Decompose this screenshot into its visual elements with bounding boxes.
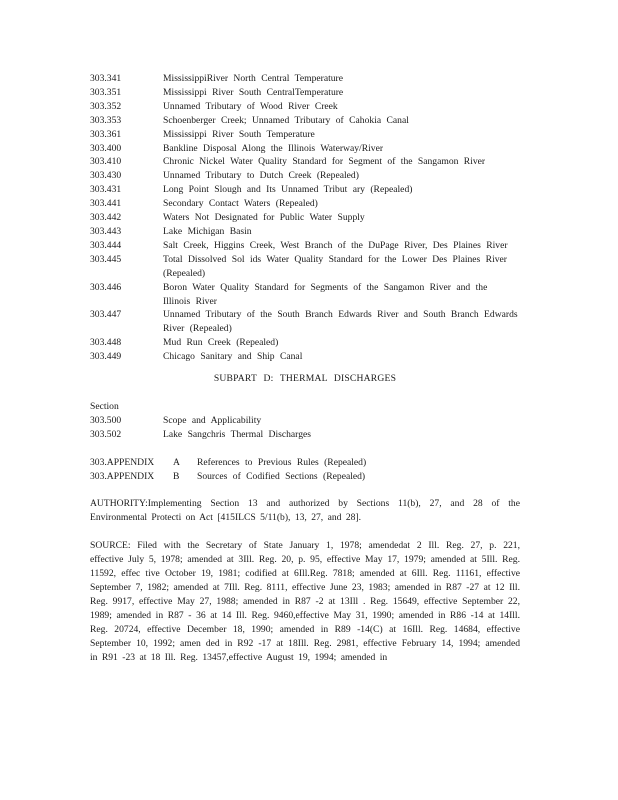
appendix-list (90, 456, 520, 484)
section-number: 303.351 (90, 86, 122, 98)
section-number: 303.353 (90, 114, 122, 126)
section-number: 303.502 (90, 428, 122, 440)
section-title: Lake Sangchris Thermal Discharges (163, 428, 311, 440)
section-title: Total Dissolved Sol ids Water Quality Standard for the Lower Des Plaines River (Repealed) (163, 253, 507, 279)
section-number: 303.352 (90, 100, 122, 112)
section-number: 303.431 (90, 184, 122, 196)
section-title: Lake Michigan Basin (163, 225, 252, 237)
appendix-label: 303.APPENDIX (90, 456, 155, 468)
appendix-letter: B (173, 470, 180, 482)
table-of-contents (90, 72, 520, 364)
section-number: 303.500 (90, 414, 122, 426)
section-number: 303.441 (90, 198, 122, 210)
section-title: Schoenberger Creek; Unnamed Tributary of Cahokia Canal (163, 114, 409, 126)
section-title: Secondary Contact Waters (Repealed) (163, 198, 318, 210)
authority-paragraph: AUTHORITY:Implementing Section 13 and authorized by Sections 11(b), 27, and 28 of the Environmental Protecti on Act [415ILCS 5/11(b), 13, 27, and 28]. (90, 498, 520, 524)
section-title: Mississippi River South CentralTemperature (163, 86, 344, 98)
section-title: Waters Not Designated for Public Water Supply (163, 212, 365, 224)
appendix-label: 303.APPENDIX (90, 470, 155, 482)
section-title: Unnamed Tributary of Wood River Creek (163, 100, 338, 112)
section-number: 303.341 (90, 73, 122, 84)
section-title: Chronic Nickel Water Quality Standard for Segment of the Sangamon River (163, 156, 486, 168)
section-number: 303.400 (90, 142, 122, 154)
section-number: 303.430 (90, 170, 122, 182)
document-page (90, 72, 520, 664)
section-title: Unnamed Tributary to Dutch Creek (Repealed) (163, 170, 359, 182)
section-title: Mud Run Creek (Repealed) (163, 337, 279, 349)
section-label: Section (90, 400, 119, 412)
section-number: 303.445 (90, 253, 122, 265)
section-title: Scope and Applicability (163, 414, 262, 426)
section-number: 303.444 (90, 239, 122, 251)
source-paragraph: SOURCE: Filed with the Secretary of State January 1, 1978; amendedat 2 Ill. Reg. 27, p. 221, effective July 5, 1978; amended at 3Ill. Reg. 20, p. 95, effective May 17, 1979; amended at 5Ill. Reg. 11592, effec tive October 19, 1981; codified at 6Ill.Reg. 7818; amended at 6Ill. Reg. 11161, effective September 7, 1982; amended at 7Ill. Reg. 8111, effective June 23, 1983; amended in R87 -27 at 12 Ill. Reg. 9917, effective May 27, 1988; amended in R87 -2 at 13Ill . Reg. 15649, effective September 22, 1989; amended in R87 - 36 at 14 Ill. Reg. 9460,effective May 31, 1990; amended in R86 -14 at 14Ill. Reg. 20724, effective December 18, 1990; amended in R89 -14(C) at 16Ill. Reg. 14684, effective September 10, 1992; amen ded in R92 -17 at 18Ill. Reg. 2981, effective February 14, 1994; amended in R91 -23 at 18 Ill. Reg. 13457,effective August 19, 1994; amended in (90, 540, 520, 663)
section-title: Bankline Disposal Along the Illinois Waterway/River (163, 142, 384, 154)
appendix-title: References to Previous Rules (Repealed) (197, 456, 367, 468)
section-title: Mississippi River South Temperature (163, 128, 315, 140)
subpart-d-contents (90, 414, 520, 442)
section-number: 303.449 (90, 351, 122, 363)
section-number: 303.448 (90, 337, 122, 349)
section-title: Long Point Slough and Its Unnamed Tribut ary (Repealed) (163, 184, 413, 196)
section-title: Chicago Sanitary and Ship Canal (163, 351, 303, 363)
section-number: 303.410 (90, 156, 122, 168)
section-title: Unnamed Tributary of the South Branch Edwards River and South Branch Edwards River (Repealed) (163, 309, 518, 335)
section-number: 303.443 (90, 225, 122, 237)
subpart-heading: SUBPART D: THERMAL DISCHARGES (213, 373, 397, 385)
section-number: 303.442 (90, 212, 122, 224)
section-number: 303.447 (90, 309, 122, 321)
section-number: 303.446 (90, 281, 122, 293)
section-title: Boron Water Quality Standard for Segments of the Sangamon River and the Illinois River (163, 281, 488, 307)
section-title: Salt Creek, Higgins Creek, West Branch of the DuPage River, Des Plaines River (163, 239, 508, 251)
appendix-letter: A (173, 456, 180, 468)
appendix-title: Sources of Codified Sections (Repealed) (197, 470, 366, 482)
section-number: 303.361 (90, 128, 122, 140)
section-title: MississippiRiver North Central Temperature (163, 73, 344, 84)
